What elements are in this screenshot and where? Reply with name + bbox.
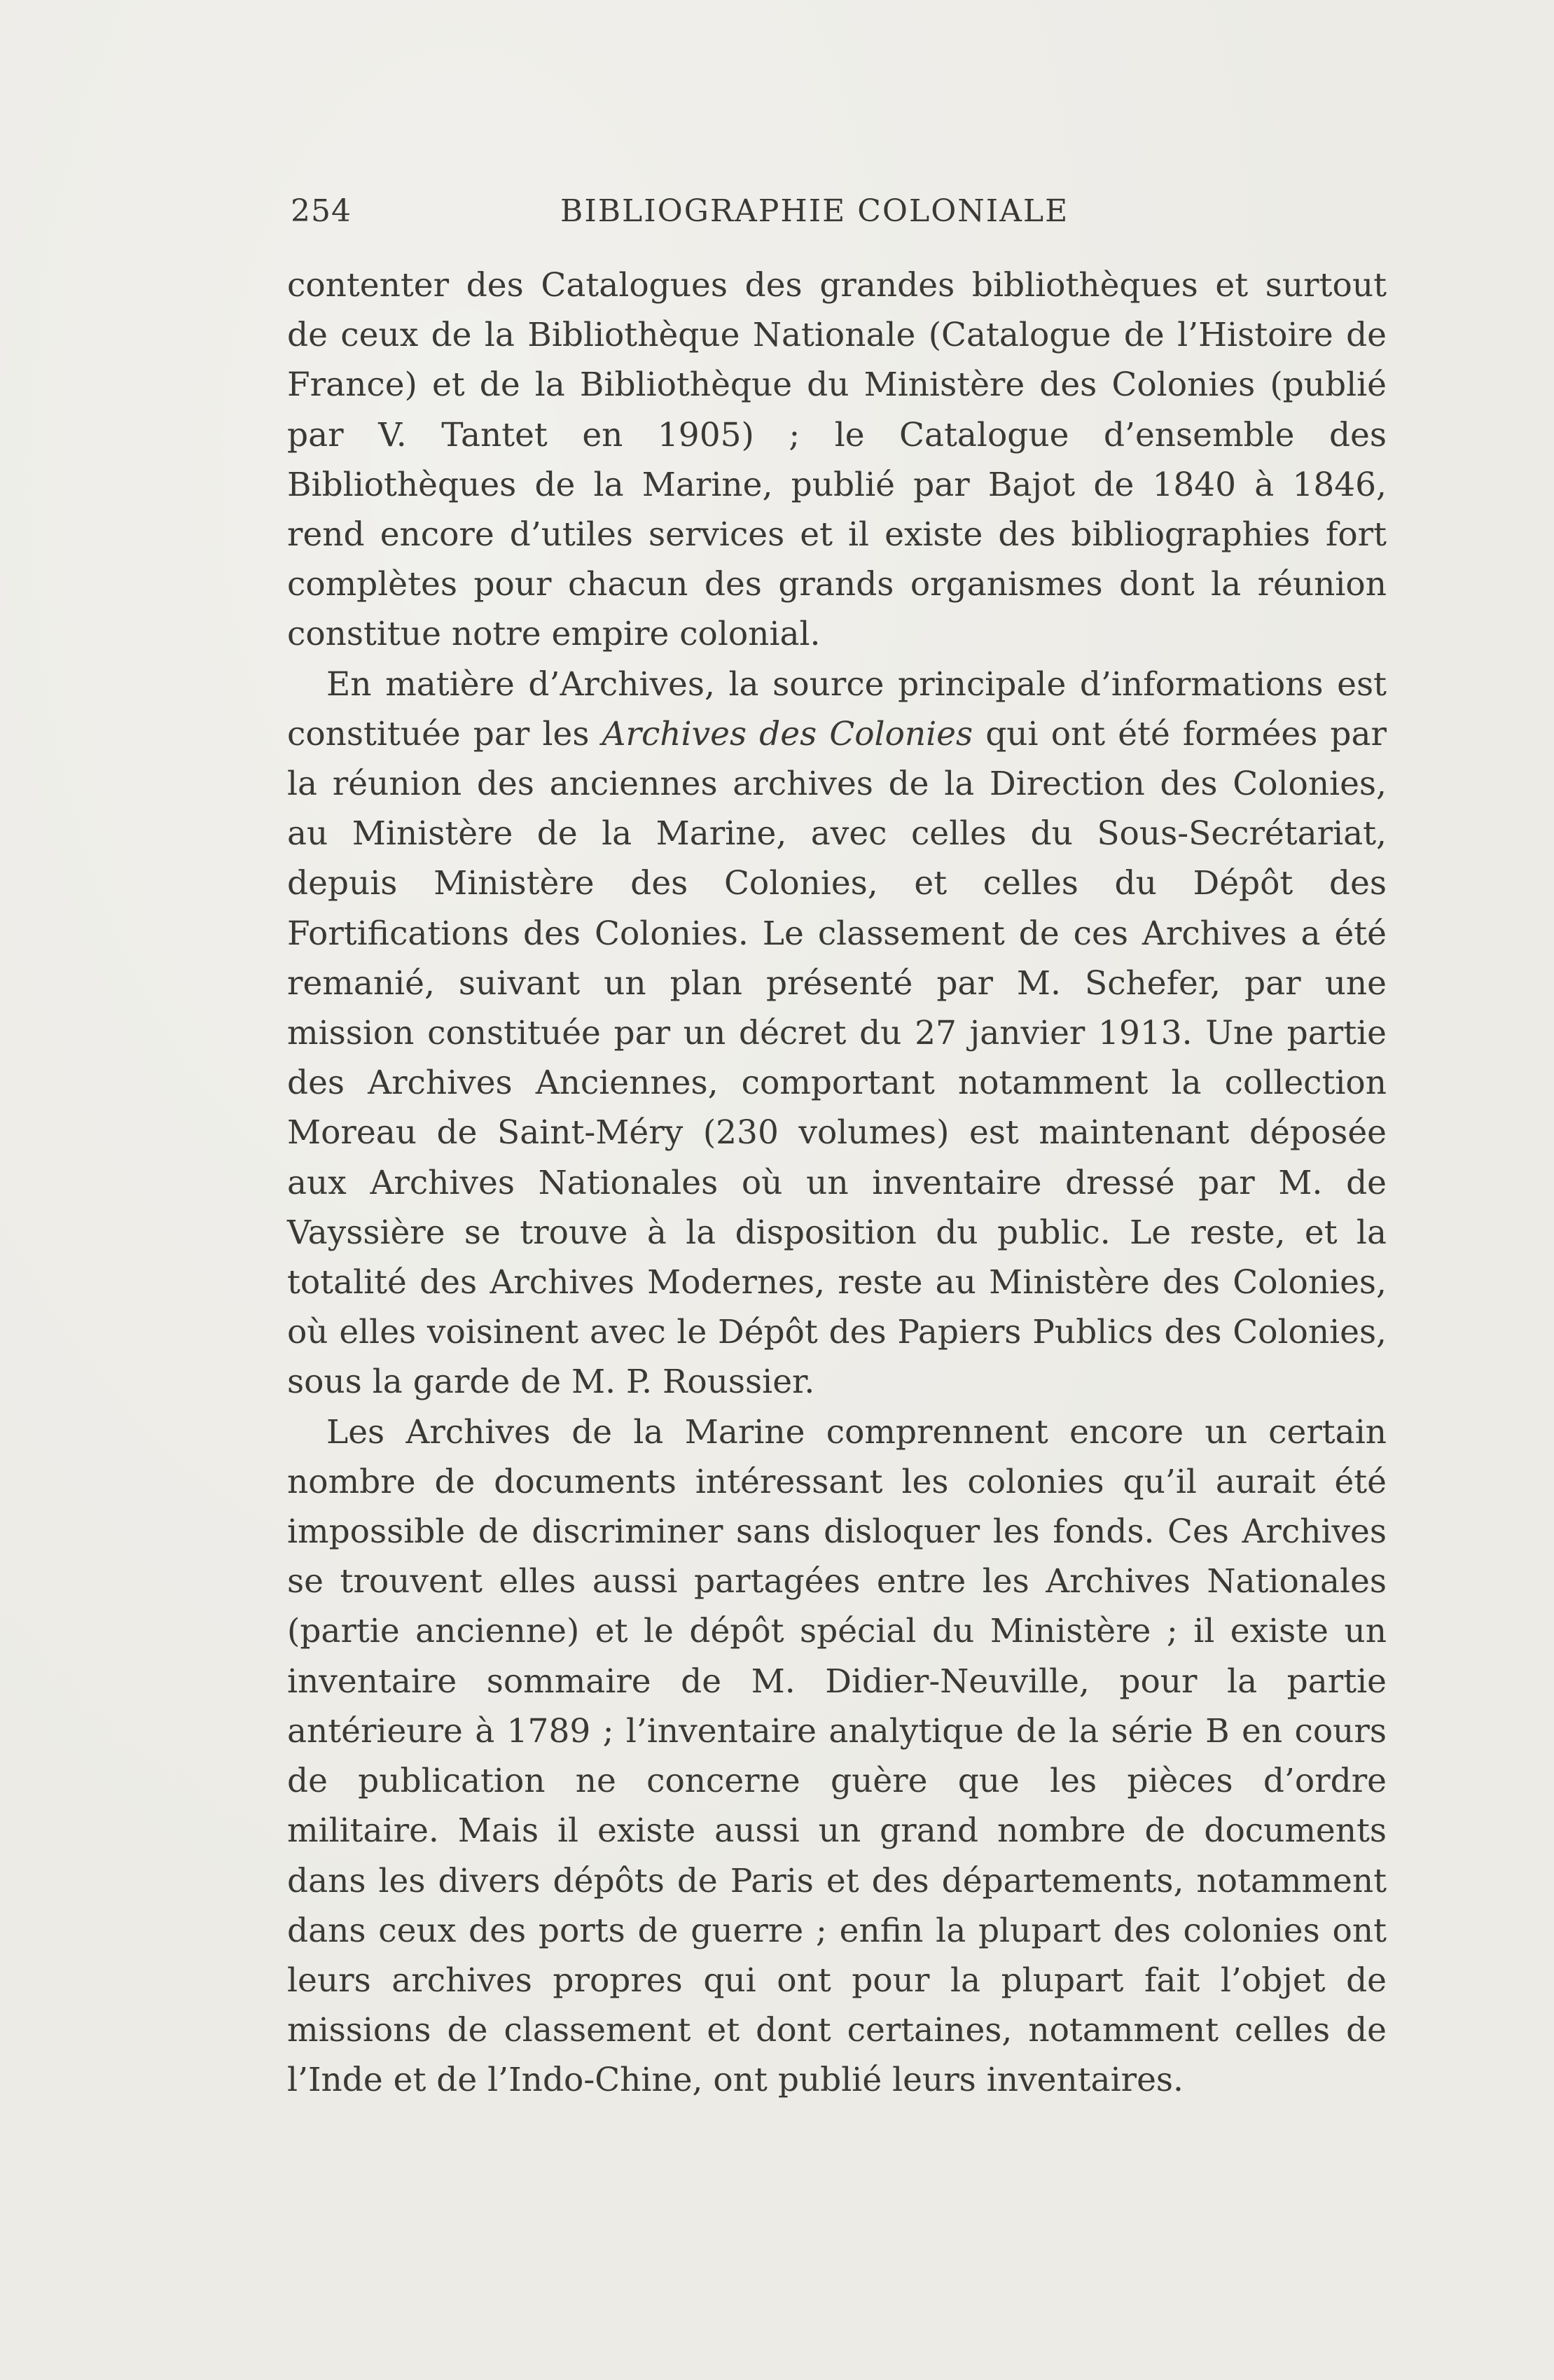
paragraph-1: contenter des Catalogues des grandes bibliothèques et surtout de ceux de la Bibliothèque Nationale (Catalogue de l’Histoire de France) et de la Bibliothèque du Ministère des Colonies (publié par V. Tantet en 1905) ; le Catalogue d’ensemble des Bibliothèques de la Marine, publié par Bajot de 1840 à 1846, rend encore d’utiles services et il existe des bibliographies fort complètes pour chacun des grands organismes dont la réunion constitue notre empire colonial. (287, 266, 1387, 654)
paragraph-2-end: qui ont été formées par la réunion des anciennes archives de la Direction des Colonies, au Ministère de la Marine, avec celles du Sous-Secrétariat, depuis Ministère des Colonies, et celles du Dépôt des Fortifications des Colonies. Le classement de ces Archives a été remanié, suivant un plan présenté par M. Schefer, par une mission constituée par un décret du 27 janvier 1913. Une partie des Archives Anciennes, comportant notamment la collection Moreau de Saint-Méry (230 volumes) est maintenant déposée aux Archives Nationales où un inventaire dressé par M. de Vayssière se trouve à la disposition du public. Le reste, et la totalité des Archives Modernes, reste au Ministère des Colonies, où elles voisinent avec le Dépôt des Papiers Publics des Colonies, sous la garde de M. P. Roussier. (287, 714, 1387, 1402)
paragraph-2-start: En matière d’Archives, la source principale d’informations est constituée par les (287, 664, 1387, 753)
paragraph-3: Les Archives de la Marine comprennent encore un certain nombre de documents intéressant les colonies qu’il aurait été impossible de discriminer sans disloquer les fonds. Ces Archives se trouvent elles aussi partagées entre les Archives Nationales (partie ancienne) et le dépôt spécial du Ministère ; il existe un inventaire sommaire de M. Didier-Neuville, pour la partie antérieure à 1789 ; l’inventaire analytique de la série B en cours de publication ne concerne guère que les pièces d’ordre militaire. Mais il existe aussi un grand nombre de documents dans les divers dépôts de Paris et des départements, notamment dans ceux des ports de guerre ; enfin la plupart des colonies ont leurs archives propres qui ont pour la plupart fait l’objet de missions de classement et dont certaines, notamment celles de l’Inde et de l’Indo-Chine, ont publié leurs inventaires. (287, 1412, 1387, 2100)
paragraph-2 (287, 660, 1387, 1407)
page-header (291, 193, 1390, 235)
running-title: BIBLIOGRAPHIE COLONIALE (560, 193, 1069, 229)
archives-des-colonies-title: Archives des Colonies (602, 714, 973, 753)
page-number: 254 (291, 193, 352, 229)
body-text (287, 260, 1387, 2106)
